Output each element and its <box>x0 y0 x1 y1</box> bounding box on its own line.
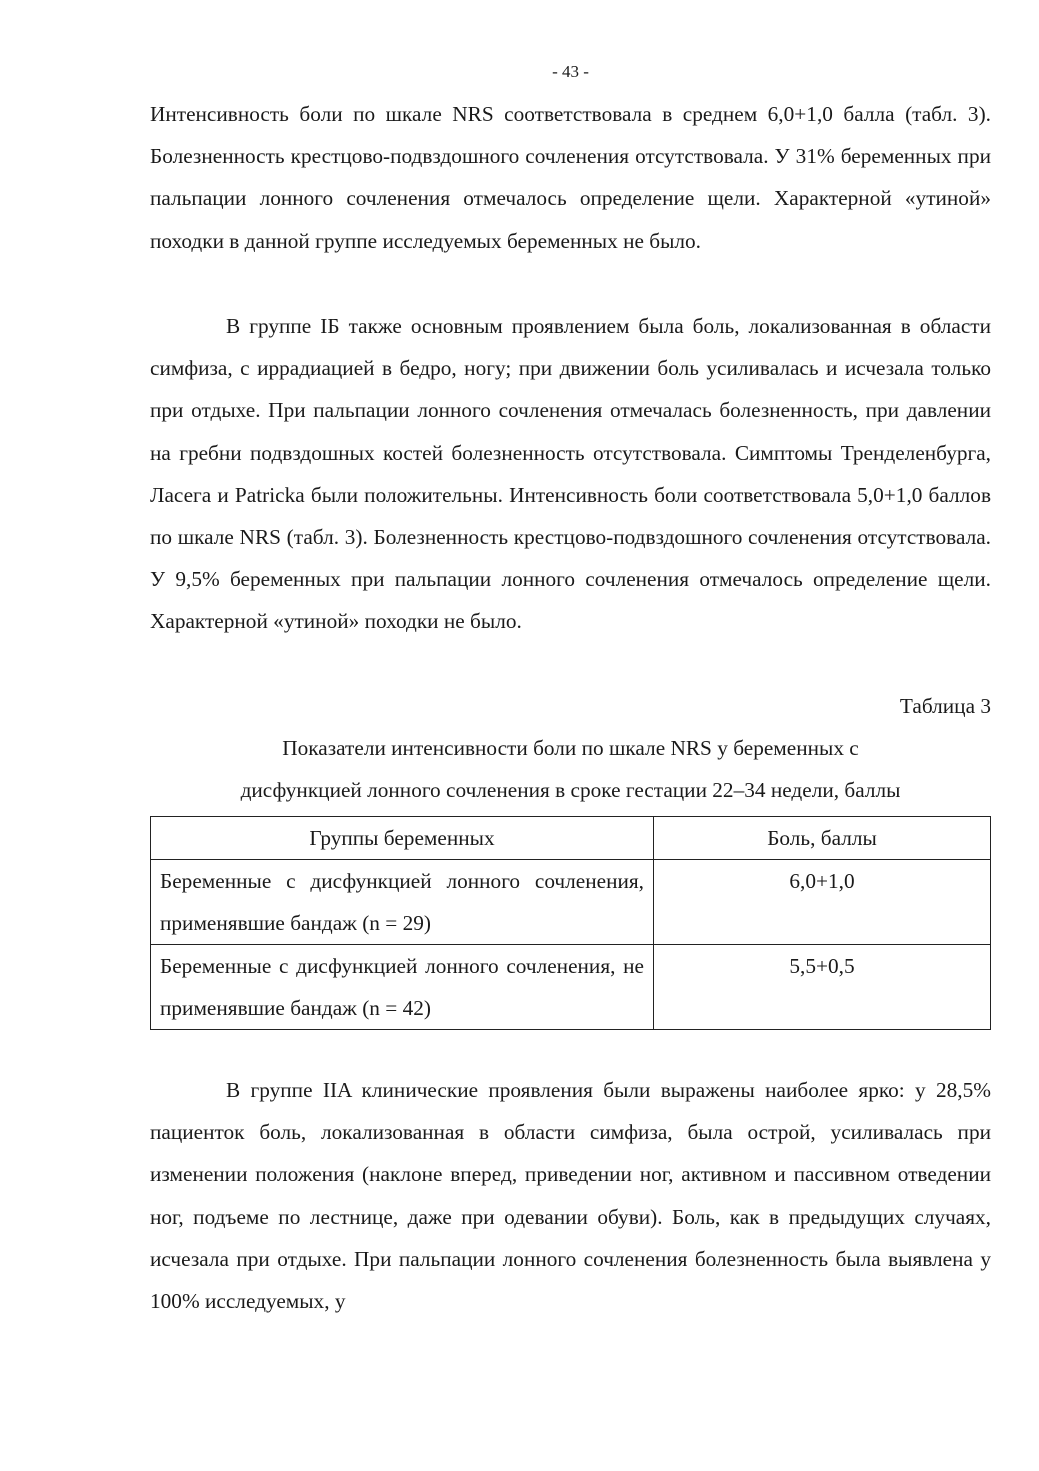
header-pain: Боль, баллы <box>654 817 991 860</box>
table-row <box>151 945 991 1030</box>
table-caption-line-2: дисфункцией лонного сочленения в сроке гестации 22–34 недели, баллы <box>240 778 901 802</box>
paragraph-2: В группе IБ также основным проявлением была боль, локализованная в области симфиза, с иррадиацией в бедро, ногу; при движении боль усиливалась и исчезала только при отдыхе. При пальпации лонного сочленения отмечалась болезненность, при давлении на гребни подвздошных костей болезненность отсутствовала. Симптомы Тренделенбурга, Ласега и Patricka были положительны. Интенсивность боли соответствовала 5,0+1,0 баллов по шкале NRS (табл. 3). Болезненность крестцово-подвздошного сочленения отсутствовала. У 9,5% беременных при пальпации лонного сочленения отмечалось определение щели. Характерной «утиной» походки не было. <box>150 314 991 634</box>
page-number: - 43 - <box>552 62 589 81</box>
paragraph-1: Интенсивность боли по шкале NRS соответствовала в среднем 6,0+1,0 балла (табл. 3). Болезненность крестцово-подвздошного сочленения отсутствовала. У 31% беременных при пальпации лонного сочленения отмечалось определение щели. Характерной «утиной» походки в данной группе исследуемых беременных не было. <box>150 102 991 253</box>
row-2-group: Беременные с дисфункцией лонного сочленения, не применявшие бандаж (n = 42) <box>151 945 654 1030</box>
table-caption <box>150 727 991 811</box>
row-2-pain: 5,5+0,5 <box>654 945 991 1030</box>
row-1-pain: 6,0+1,0 <box>654 860 991 945</box>
table-caption-line-1: Показатели интенсивности боли по шкале NRS у беременных с <box>282 736 859 760</box>
table-label: Таблица 3 <box>899 694 991 718</box>
row-1-group: Беременные с дисфункцией лонного сочленения, применявшие бандаж (n = 29) <box>151 860 654 945</box>
table-header-row <box>151 817 991 860</box>
table-row <box>151 860 991 945</box>
paragraph-3: В группе IIA клинические проявления были выражены наиболее ярко: у 28,5% пациенток боль, локализованная в области симфиза, была острой, усиливалась при изменении положения (наклоне вперед, приведении ног, активном и пассивном отведении ног, подъеме по лестнице, даже при одевании обуви). Боль, как в предыдущих случаях, исчезала при отдыхе. При пальпации лонного сочленения болезненность была выявлена у 100% исследуемых, у <box>150 1078 991 1314</box>
header-groups: Группы беременных <box>151 817 654 860</box>
pain-scores-table <box>150 816 991 1030</box>
